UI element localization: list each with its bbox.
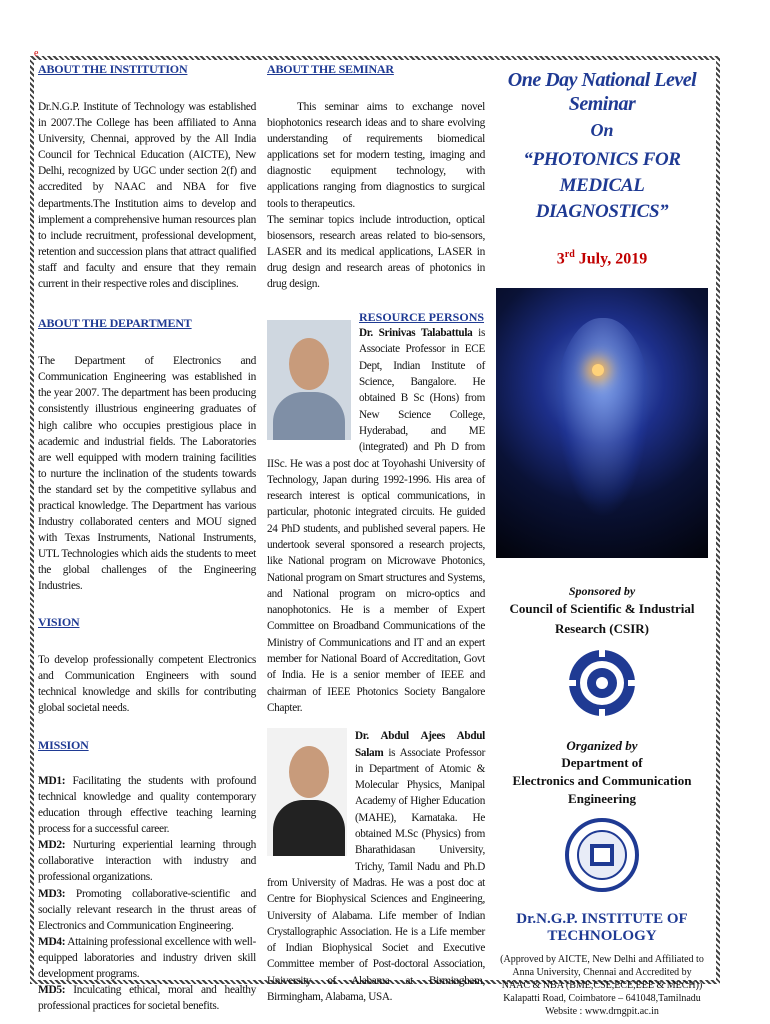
speaker-photo-1 bbox=[267, 320, 351, 440]
left-column bbox=[38, 62, 256, 1014]
department-heading: ABOUT THE DEPARTMENT bbox=[38, 316, 192, 331]
department-line-2: Electronics and Communication Engineering bbox=[512, 773, 692, 807]
mission-item: MD4: Attaining professional excellence with well-equipped laboratories and industry driven skill development programs. bbox=[38, 935, 256, 981]
mission-item: MD5: Inculcating ethical, moral and healthy professional practices for societal benefits. bbox=[38, 984, 256, 1013]
cover-column bbox=[494, 62, 710, 1018]
middle-column bbox=[267, 62, 485, 1005]
college-emblem-icon bbox=[565, 816, 639, 894]
seminar-text-2: The seminar topics include introduction, optical biosensors, research areas related to bio-sensors, LASER and its medical applications, LASER in drug design and research areas of photonics in drug design. bbox=[267, 213, 485, 291]
mission-item: MD2: Nurturing experiential learning through collaborative interaction with industry and professional organizations. bbox=[38, 839, 256, 884]
corner-marker: e bbox=[34, 48, 39, 59]
seminar-text-1: This seminar aims to exchange novel biophotonics research ideas and to share evolving understanding of requirements biomedical applications set for modern testing, imaging and diagnostic equipment technology, with applications ranging from diagnostics to surgical tools to therapeutics. bbox=[267, 101, 485, 210]
institute-address: (Approved by AICTE, New Delhi and Affiliated to Anna University, Chennai and Accredited by NAAC & NBA (BME,CSE,ECE,EEE & MECH)) Kalapatti Road, Coimbatore – 641048,Tamilnadu Website : www.drngpit.ac.in bbox=[500, 954, 704, 1018]
cover-image bbox=[496, 288, 708, 558]
department-line-1: Department of bbox=[561, 755, 643, 771]
institution-heading: ABOUT THE INSTITUTION bbox=[38, 62, 188, 76]
resource-heading: RESOURCE PERSONS bbox=[359, 310, 485, 325]
resource-persons bbox=[267, 310, 485, 1005]
csir-logo-icon bbox=[566, 647, 638, 719]
mission-item: MD1: Facilitating the students with profound technical knowledge and quality contemporary education through effective teaching learning process for a successful career. bbox=[38, 774, 256, 836]
institute-name: Dr.N.G.P. INSTITUTE OF TECHNOLOGY bbox=[516, 911, 688, 945]
seminar-date: 3rd July, 2019 bbox=[556, 249, 648, 268]
mission-item: MD3: Promoting collaborative-scientific and socially relevant research in the thrust areas of Electronics and Communication Engineering. bbox=[38, 887, 256, 932]
organized-label: Organized by bbox=[566, 738, 638, 754]
seminar-heading: ABOUT THE SEMINAR bbox=[267, 62, 394, 76]
mission-list bbox=[38, 773, 256, 1014]
seminar-on: On bbox=[590, 120, 614, 140]
seminar-title: One Day National Level Seminar bbox=[507, 69, 697, 115]
sponsored-label: Sponsored by bbox=[568, 584, 636, 599]
speaker-2-bio: Dr. Abdul Ajees Abdul Salam is Associate Professor in Department of Atomic & Molecular Physics, Manipal Academy of Higher Education (MAHE), Karnataka. He obtained M.Sc (Physics) from Bharathidasan University, Trichy, Tamil Nadu and Ph.D from University of Madras. He was a post doc at Centre for Biophysical Sciences and Engineering, University of Alabama. Life member of Indian Crystallographic Association. He is a Life member of Indian Biophysical Societ and Executive Committee member of Post-doctoral Association, University of Alabama at Birmingham, Birmingham, Alabama, USA. bbox=[267, 730, 485, 1003]
department-text: The Department of Electronics and Communication Engineering was established in the year 2007. The department has been producing consistently illustrious engineering graduates of high calibre who occupies prestigious place in academic and industrial fields. The Laboratories are well equipped with modern training facilities to nurture the inclination of the students towards the standard set by the competitive syllabus and practical knowledge. The Department has various Industry collaborated centers and MOU signed with Texas Instruments, National Instruments, UTL Technologies which aids the students to meet the global challenges of the Engineering Industries. bbox=[38, 355, 256, 593]
speaker-photo-2 bbox=[267, 728, 347, 856]
institution-text: Dr.N.G.P. Institute of Technology was established in 2007.The College has been affiliated to Anna University, Chennai, approved by the All India Council for Technical Education (AICTE), New Delhi, recognized by UGC under section 2(f) and accredited by NAAC and NBA for five departments.The Institution aims to develop and implement a comprehensive human resources plan to include recruitment, professional development, retention and succession plans that attract qualified staff and faculty and ensure that they remain current in their respective roles and disciplines. bbox=[38, 101, 256, 291]
mission-heading: MISSION bbox=[38, 737, 89, 752]
vision-heading: VISION bbox=[38, 614, 80, 629]
seminar-topic: “PHOTONICS FOR MEDICAL DIAGNOSTICS” bbox=[523, 149, 681, 222]
vision-text: To develop professionally competent Electronics and Communication Engineers with sound technical knowledge and skills for contributing global societal needs. bbox=[38, 653, 256, 714]
sponsor-name: Council of Scientific & Industrial Research (CSIR) bbox=[509, 601, 695, 637]
speaker-1-bio: Dr. Srinivas Talabattula is Associate Professor in ECE Dept, Indian Institute of Science, Bangalore. He obtained B Sc (Hons) from New Science College, Hyderabad, and ME (integrated) and Ph D from IISc. He was a post doc at Toyohashi University of Technology, Japan during 1992-1996. His area of research interest is optical communications, in particular, photonic integrated circuits. He guided 24 PhD students, and published several papers. He undertook several sponsored a research projects, like National program on Microwave Photonics, National program on Smart structures and Systems, and National program on micro-optics and nanophotonics. He is a member of Expert Committee on Broadband Communications of the Ministry of Communications and IT and an expert member for National Board of Accreditation, Govt of India. He is a senior member of IEEE and chairman of IEEE Photonics Society Bangalore Chapter. bbox=[267, 327, 486, 714]
